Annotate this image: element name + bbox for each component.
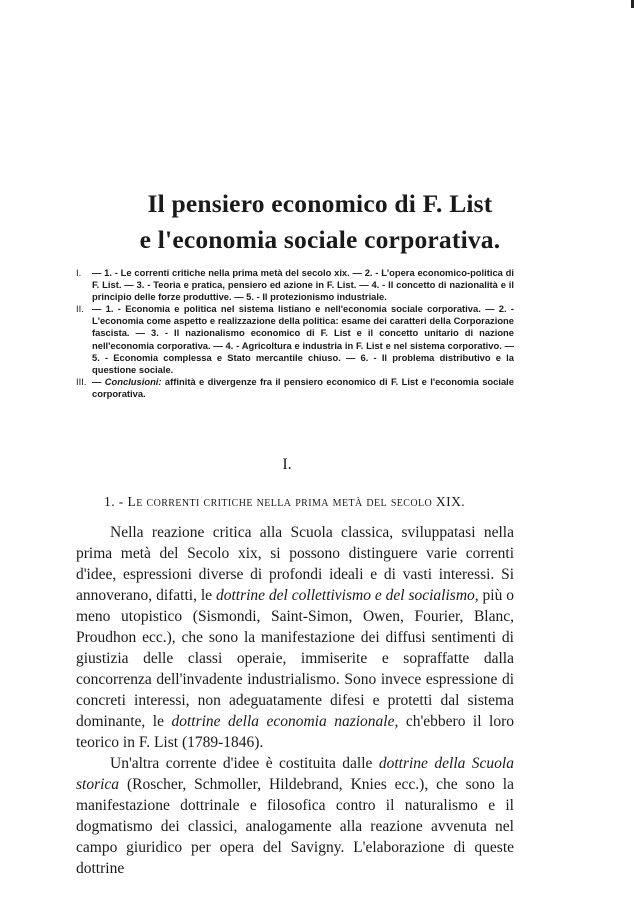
section-number: I. xyxy=(282,456,292,473)
text-run: più o meno utopistico (Sismondi, Saint-Simon, Owen, Fourier, Blanc, Proudhon ecc.), che sono la manifestazione dei diffusi sentimenti di giustizia delle classi operaie, immiserite e sopraffatte dalla concorrenza dell'invadente industrialismo. Sono invece espressione di concreti interessi, non adeguatamente difesi e protetti dal sistema dominante, le xyxy=(76,587,515,730)
text-run: ch'ebbero il loro teorico in F. List (1789-1846). xyxy=(76,713,514,751)
summary-numeral: II. xyxy=(76,303,84,315)
summary-text: — 1. - Economia e politica nel sistema listiano e nell'economia sociale corporativa. — 2. - L'economia come aspetto e realizzazione della politica: esame dei caratteri della Corporazione fascista. — 3. - Il nazionalismo economico di F. List e il concetto unitario di nazione nell'economia corporativa. — 4. - Agricoltura e industria in F. List e nel sistema corporativo. — 5. - Economia complessa e Stato mercantile chiuso. — 6. - Il problema distributivo e la questione sociale. xyxy=(92,303,514,375)
text-run: Nella reazione critica alla Scuola classica, sviluppatasi nella prima metà del Secolo xix, si possono distinguere varie correnti d'idee, espressioni diverse di profondi ideali e di vasti interessi. Si annoverano, difatti, le xyxy=(76,524,514,604)
title-line-1: Il pensiero economico di F. List xyxy=(147,189,493,218)
summary-text xyxy=(92,376,514,400)
italic-run: dottrine della economia nazionale, xyxy=(171,713,399,730)
summary-numeral: III. xyxy=(76,375,87,387)
summary-item xyxy=(76,303,514,376)
italic-run: dottrine della Scuola storica xyxy=(76,755,514,793)
summary-rest: affinità e divergenze fra il pensiero economico di F. List e l'economia sociale corporativa. xyxy=(92,375,515,399)
title-line-2: e l'economia sociale corporativa. xyxy=(139,225,501,254)
italic-run: dottrine del collettivismo e del socialismo, xyxy=(215,587,479,604)
paragraph xyxy=(76,522,514,753)
chapter-title xyxy=(60,186,580,258)
summary-dash: — xyxy=(92,375,105,387)
summary-text: — 1. - Le correnti critiche nella prima metà del secolo xix. — 2. - L'opera economico-politica di F. List. — 3. - Teoria e pratica, pensiero ed azione in F. List. — 4. - Il concetto di nazionalità e il principio delle forze produttive. — 5. - Il protezionismo industriale. xyxy=(92,267,514,303)
summary-numeral: I. xyxy=(76,267,82,278)
summary-item xyxy=(76,376,514,400)
text-run: (Roscher, Schmoller, Hildebrand, Knies ecc.), che sono la manifestazione dottrinale e filosofica contro il naturalismo e il dogmatismo dei classici, analogamente alla reazione avvenuta nel campo giuridico per opera del Savigny. L'elaborazione di queste dottrine xyxy=(76,776,514,877)
summary-italic: Conclusioni: xyxy=(104,375,162,387)
paragraph xyxy=(76,753,514,879)
section-heading: 1. - Le correnti critiche nella prima metà del secolo XIX. xyxy=(104,494,466,509)
text-run: Un'altra corrente d'idee è costituita dalle xyxy=(110,755,379,772)
body-text xyxy=(76,522,514,879)
summary-item xyxy=(76,267,514,303)
chapter-summary xyxy=(76,267,514,400)
page-edge-mark xyxy=(631,0,634,8)
